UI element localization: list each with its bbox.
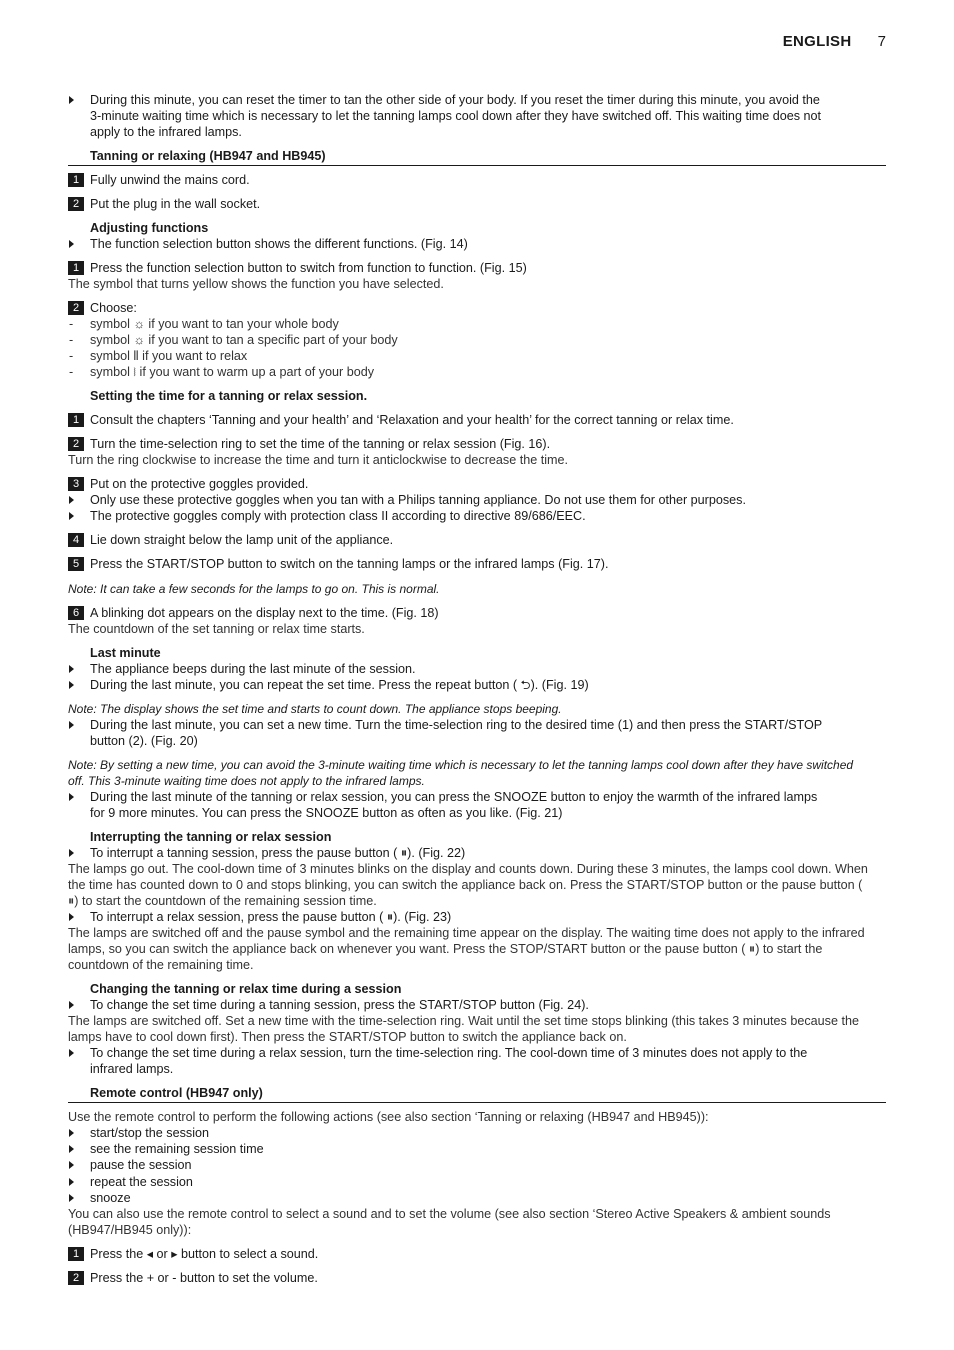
line-text: Remote control (HB947 only) [90, 1086, 263, 1100]
body-text [68, 925, 886, 941]
body-text [68, 452, 886, 468]
body-text [68, 1222, 886, 1238]
bullet-item [68, 845, 886, 861]
line-text: Use the remote control to perform the following actions (see also section ‘Tanning or relaxing (HB947 and HB945)): [68, 1110, 709, 1124]
line-text: Choose: [90, 301, 137, 315]
line-text: Last minute [90, 646, 161, 660]
body-text [68, 276, 886, 292]
line-text: the time has counted down to 0 and stops blinking, you can switch the appliance back on. Press the START/STOP button or the pause button ( [68, 878, 863, 892]
bullet-item [68, 909, 886, 925]
line-text: Changing the tanning or relax time during a session [90, 982, 402, 996]
line-text: Only use these protective goggles when you tan with a Philips tanning appliance. Do not use them for other purposes. [90, 493, 746, 507]
line-text: Fully unwind the mains cord. [90, 173, 250, 187]
line-text: To change the set time during a relax session, turn the time-selection ring. The cool-down time of 3 minutes does not apply to the [90, 1046, 808, 1060]
bullet-item [68, 717, 886, 733]
line-text: The lamps go out. The cool-down time of 3 minutes blinks on the display and counts down. During these 3 minutes, the lamps cool down. When [68, 862, 868, 876]
line-text: To interrupt a tanning session, press the pause button ( ⏸). (Fig. 22) [90, 846, 466, 860]
section-heading [68, 148, 886, 164]
language-label: ENGLISH [782, 33, 852, 50]
body-text [68, 861, 886, 877]
body-text [68, 1013, 886, 1029]
line-text: Put the plug in the wall socket. [90, 197, 261, 211]
bullet-item [68, 1174, 886, 1190]
line-text: To interrupt a relax session, press the pause button ( ⏸). (Fig. 23) [90, 910, 452, 924]
step-number-badge: 2 [68, 301, 84, 315]
line-text: infrared lamps. [90, 1062, 174, 1076]
bullet-item [68, 789, 886, 805]
line-text: Tanning or relaxing (HB947 and HB945) [90, 149, 326, 163]
line-text: During the last minute, you can repeat the set time. Press the repeat button ( ⮌). (Fig. 19) [90, 678, 589, 692]
numbered-step [68, 1270, 886, 1286]
step-number-badge: 1 [68, 1247, 84, 1261]
body-text [68, 1206, 886, 1222]
bullet-item [68, 997, 886, 1013]
line-text: Press the START/STOP button to switch on the tanning lamps or the infrared lamps (Fig. 17). [90, 557, 609, 571]
body-text [68, 621, 886, 637]
bullet-continuation [68, 805, 886, 821]
line-text: The countdown of the set tanning or relax time starts. [68, 622, 365, 636]
line-text: Lie down straight below the lamp unit of the appliance. [90, 533, 394, 547]
bullet-item [68, 92, 886, 108]
line-text: During the last minute of the tanning or relax session, you can press the SNOOZE button to enjoy the warmth of the infrared lamps [90, 790, 818, 804]
line-text: The lamps are switched off and the pause symbol and the remaining time appear on the display. The waiting time does not apply to the infrared [68, 926, 865, 940]
line-text: To change the set time during a tanning session, press the START/STOP button (Fig. 24). [90, 998, 589, 1012]
line-text: You can also use the remote control to select a sound and to set the volume (see also section ‘Stereo Active Speakers & ambient sounds [68, 1207, 831, 1221]
step-number-badge: 5 [68, 557, 84, 571]
step-number-badge: 1 [68, 173, 84, 187]
body-text [68, 1109, 886, 1125]
line-text: Consult the chapters ‘Tanning and your health’ and ‘Relaxation and your health’ for the correct tanning or relax time. [90, 413, 734, 427]
subsection-heading [68, 645, 886, 661]
bullet-item [68, 1190, 886, 1206]
bullet-item [68, 1125, 886, 1141]
line-text: see the remaining session time [90, 1142, 264, 1156]
line-text: Turn the time-selection ring to set the time of the tanning or relax session (Fig. 16). [90, 437, 551, 451]
body-text [68, 877, 886, 893]
line-text: pause the session [90, 1158, 192, 1172]
subsection-heading [68, 220, 886, 236]
numbered-step [68, 436, 886, 452]
body-text [68, 1029, 886, 1045]
bullet-item [68, 492, 886, 508]
bullet-item [68, 236, 886, 252]
step-number-badge: 4 [68, 533, 84, 547]
line-text: Turn the ring clockwise to increase the time and turn it anticlockwise to decrease the time. [68, 453, 569, 467]
step-number-badge: 3 [68, 477, 84, 491]
subsection-heading [68, 388, 886, 404]
step-number-badge: 2 [68, 1271, 84, 1285]
line-text: Put on the protective goggles provided. [90, 477, 309, 491]
dash-list-item [68, 316, 886, 332]
bullet-item [68, 677, 886, 693]
note-text [68, 701, 886, 717]
line-text: Note: By setting a new time, you can avoid the 3-minute waiting time which is necessary to let the tanning lamps cool down after they have switched [68, 758, 854, 772]
line-text: The lamps are switched off. Set a new time with the time-selection ring. Wait until the set time stops blinking (this takes 3 minutes because the [68, 1014, 859, 1028]
bullet-continuation [68, 124, 886, 140]
bullet-continuation [68, 1061, 886, 1077]
line-text: for 9 more minutes. You can press the SNOOZE button as often as you like. (Fig. 21) [90, 806, 563, 820]
numbered-step [68, 1246, 886, 1262]
numbered-step [68, 172, 886, 188]
bullet-item [68, 508, 886, 524]
line-text: The function selection button shows the different functions. (Fig. 14) [90, 237, 468, 251]
numbered-step [68, 556, 886, 572]
line-text: symbol ☼ if you want to tan your whole body [90, 317, 339, 331]
page-number: 7 [877, 33, 886, 50]
line-text: symbol ☼ if you want to tan a specific part of your body [90, 333, 398, 347]
numbered-step [68, 605, 886, 621]
line-text: Interrupting the tanning or relax session [90, 830, 332, 844]
bullet-item [68, 1157, 886, 1173]
section-rule [68, 1102, 886, 1103]
step-number-badge: 1 [68, 261, 84, 275]
numbered-step [68, 196, 886, 212]
section-rule [68, 165, 886, 166]
line-text: The symbol that turns yellow shows the function you have selected. [68, 277, 444, 291]
line-text: Setting the time for a tanning or relax session. [90, 389, 368, 403]
line-text: Note: It can take a few seconds for the lamps to go on. This is normal. [68, 582, 440, 596]
subsection-heading [68, 981, 886, 997]
dash-list-item [68, 348, 886, 364]
line-text: lamps have to cool down first). Then press the START/STOP button to switch the appliance back on. [68, 1030, 627, 1044]
numbered-step [68, 300, 886, 316]
numbered-step [68, 532, 886, 548]
line-text: lamps, so you can switch the appliance back on whenever you want. Press the STOP/START button or the pause button ( ⏸) to start the [68, 942, 823, 956]
step-number-badge: 6 [68, 606, 84, 620]
note-text [68, 581, 886, 597]
line-text: button (2). (Fig. 20) [90, 734, 198, 748]
line-text: Press the function selection button to switch from function to function. (Fig. 15) [90, 261, 527, 275]
dash-list-item [68, 332, 886, 348]
line-text: Note: The display shows the set time and starts to count down. The appliance stops beeping. [68, 702, 562, 716]
numbered-step [68, 476, 886, 492]
body-text [68, 893, 886, 909]
line-text: Adjusting functions [90, 221, 209, 235]
line-text: Press the + or - button to set the volume. [90, 1271, 318, 1285]
line-text: 3-minute waiting time which is necessary to let the tanning lamps cool down after they have switched off. This waiting time does not [90, 109, 822, 123]
bullet-continuation [68, 108, 886, 124]
body-text [68, 957, 886, 973]
note-text [68, 757, 886, 773]
bullet-item [68, 1141, 886, 1157]
note-text [68, 773, 886, 789]
numbered-step [68, 412, 886, 428]
line-text: The protective goggles comply with protection class II according to directive 89/686/EEC. [90, 509, 586, 523]
subsection-heading [68, 829, 886, 845]
step-number-badge: 2 [68, 437, 84, 451]
line-text: Press the ◂ or ▸ button to select a sound. [90, 1247, 319, 1261]
step-number-badge: 1 [68, 413, 84, 427]
line-text: off. This 3-minute waiting time does not apply to the infrared lamps. [68, 774, 425, 788]
section-heading [68, 1085, 886, 1101]
bullet-item [68, 661, 886, 677]
numbered-step [68, 260, 886, 276]
line-text: apply to the infrared lamps. [90, 125, 242, 139]
bullet-continuation [68, 733, 886, 749]
line-text: During the last minute, you can set a new time. Turn the time-selection ring to the desired time (1) and then press the START/STOP [90, 718, 823, 732]
line-text: symbol ⧘ if you want to warm up a part of your body [90, 365, 375, 379]
line-text: During this minute, you can reset the timer to tan the other side of your body. If you reset the timer during this minute, you avoid the [90, 93, 820, 107]
line-text: countdown of the remaining time. [68, 958, 254, 972]
line-text: snooze [90, 1191, 131, 1205]
line-text: A blinking dot appears on the display next to the time. (Fig. 18) [90, 606, 439, 620]
page-header [783, 33, 886, 50]
bullet-item [68, 1045, 886, 1061]
line-text: repeat the session [90, 1175, 193, 1189]
line-text: The appliance beeps during the last minute of the session. [90, 662, 416, 676]
line-text: symbol ⫴ if you want to relax [90, 349, 248, 363]
line-text: start/stop the session [90, 1126, 210, 1140]
body-text [68, 941, 886, 957]
step-number-badge: 2 [68, 197, 84, 211]
line-text: (HB947/HB945 only)): [68, 1223, 192, 1237]
dash-list-item [68, 364, 886, 380]
line-text: ⏸) to start the countdown of the remaining session time. [68, 894, 377, 908]
